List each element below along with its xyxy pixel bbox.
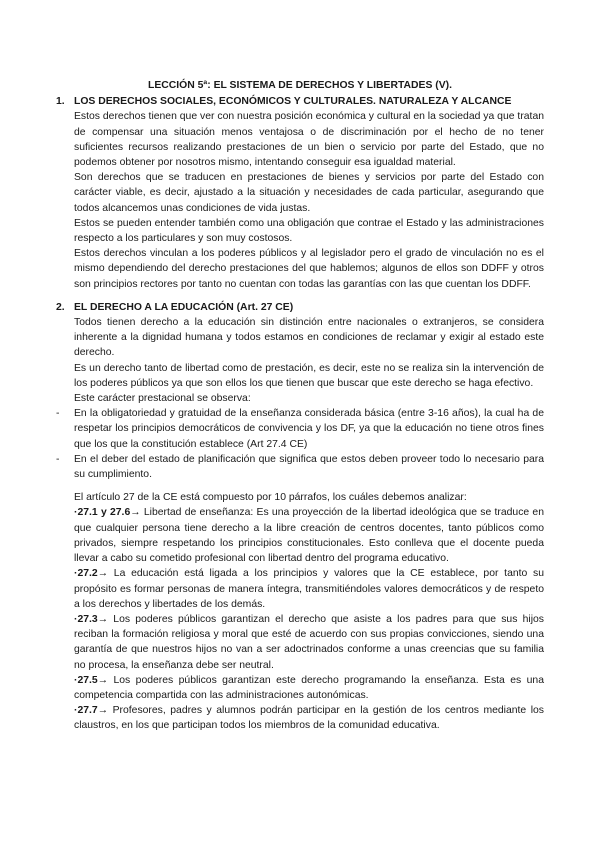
article-ref: ·27.1 y 27.6 [74,507,131,519]
page-title: LECCIÓN 5ª: EL SISTEMA DE DERECHOS Y LIBERTADES (V). [147,80,453,91]
article-item [74,703,544,733]
section-number: 1. [56,96,65,108]
article-text: → Profesores, padres y alumnos podrán participar en la gestión de los centros mediante los claustros, en los que participan todos los miembros de la comunidad educativa. [74,705,544,732]
list-item [56,406,544,452]
article-ref: ·27.2 [74,568,98,580]
article-item [74,673,544,703]
dash-bullet-icon: - [56,453,60,465]
article-text: → Los poderes públicos garantizan este derecho programando la enseñanza. Esta es una competencia compartida con las administraciones autonómicas. [74,674,544,701]
article-text: → Libertad de enseñanza: Es una proyección de la libertad ideológica que se traduce en que cualquier persona tiene derecho a la libre creación de centros docentes, tanto públicos como privados, siempre respetando los principios constitucionales. Esto conlleva que el docente pueda llevar a cabo su cometido profesional con libertad dentro del programa educativo. [74,507,544,565]
article-ref: ·27.7 [74,705,98,717]
paragraph: Estos se pueden entender también como una obligación que contrae el Estado y las administraciones respecto a los particulares y son muy costosos. [74,217,544,245]
paragraph: Son derechos que se traducen en prestaciones de bienes y servicios por parte del Estado con carácter viable, es decir, ajustado a la situación y necesidades de cada particular, asegurando que todos alcancemos unas condiciones de vida justas. [74,172,544,214]
paragraph: Todos tienen derecho a la educación sin distinción entre nacionales o extranjeros, se considera inherente a la dignidad humana y todos estamos en condiciones de reclamar y exigir al estado este derecho. [74,317,544,359]
list-item [56,452,544,482]
article-text: → Los poderes públicos garantizan el derecho que asiste a los padres para que sus hijos reciban la formación religiosa y moral que esté de acuerdo con sus propias convicciones, siendo una garantía de que nuestros hijos no van a ser adoctrinados conforme a unas creencias que su familia no procesa, la enseñanza debe ser neutral. [74,613,544,671]
list-item-text: En la obligatoriedad y gratuidad de la enseñanza considerada básica (entre 3-16 años), la cual ha de respetar los principios democráticos de convivencia y los DF, ya que la educación no tiene otros fines que los que la constitución establece (Art 27.4 CE) [74,408,544,450]
section-title: LOS DERECHOS SOCIALES, ECONÓMICOS Y CULTURALES. NATURALEZA Y ALCANCE [74,96,512,108]
section-1-heading [56,94,544,109]
article-text: → La educación está ligada a los principios y valores que la CE establece, por tanto su propósito es formar personas de manera íntegra, transmitiéndoles valores democráticos y de respeto a los derechos y libertades de los demás. [74,568,544,610]
article-ref: ·27.5 [74,674,98,686]
paragraph: Estos derechos tienen que ver con nuestra posición económica y cultural en la sociedad ya que tratan de compensar una situación menos ventajosa o de discriminación por el hecho de no tener suficientes recursos realizando prestaciones de un bien o servicio por parte del Estado, que no podemos obtener por nosotros mismo, intentando conseguir esa igualdad material. [74,111,544,169]
intro-paragraph: El artículo 27 de la CE está compuesto por 10 párrafos, los cuáles debemos analizar: [74,492,467,504]
list-item-text: En el deber del estado de planificación que significa que estos deben proveer todo lo necesario para su cumplimiento. [74,453,544,481]
paragraph: Este carácter prestacional se observa: [74,393,251,405]
paragraph: Estos derechos vinculan a los poderes públicos y al legislador pero el grado de vinculación no es el mismo dependiendo del derecho prestaciones del que hablemos; algunos de ellos son DDFF y otros son principios rectores por tanto no cuentan con todas las garantías con las que cuentan los DDFF. [74,248,544,290]
article-ref: ·27.3 [74,613,98,625]
section-number: 2. [56,301,65,313]
article-item [74,566,544,612]
section-2-body [56,315,544,733]
section-2-heading [56,300,544,315]
article-item [74,505,544,566]
section-title: EL DERECHO A LA EDUCACIÓN (Art. 27 CE) [74,301,294,313]
article-item [74,612,544,673]
paragraph: Es un derecho tanto de libertad como de prestación, es decir, este no se realiza sin la intervención de los poderes públicos ya que son ellos los que tienen que buscar que este derecho se haga efectivo. [74,362,544,389]
dash-bullet-icon: - [56,408,60,420]
section-1-body [56,109,544,291]
